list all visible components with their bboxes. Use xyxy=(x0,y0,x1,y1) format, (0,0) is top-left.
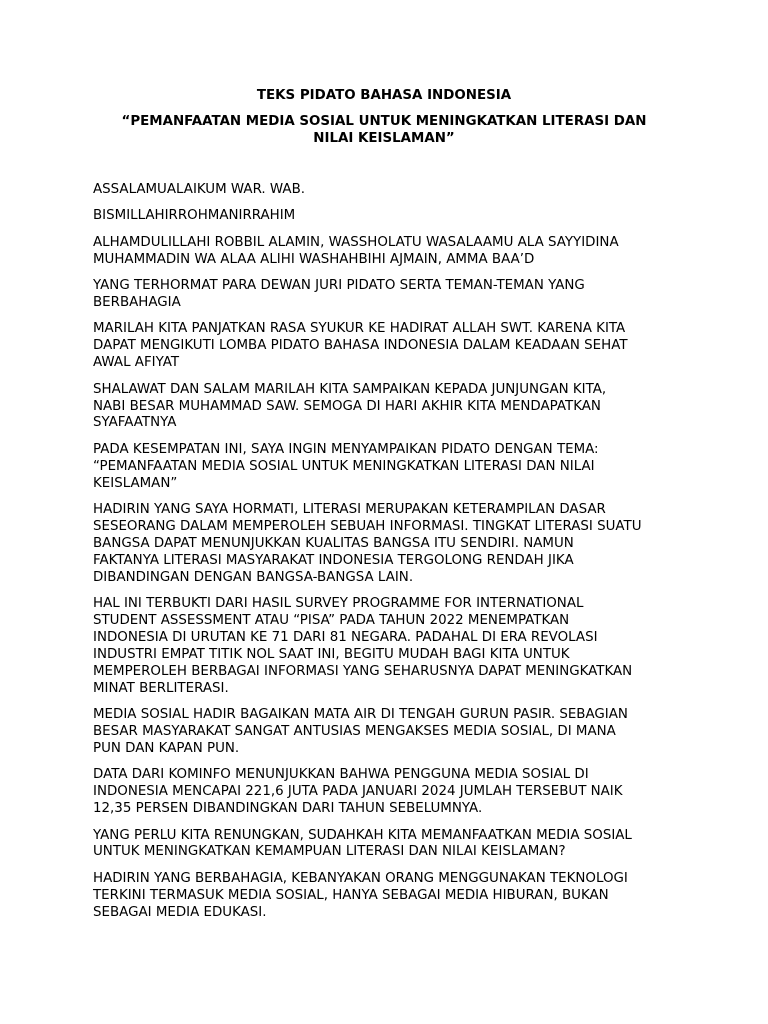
paragraph: HADIRIN YANG BERBAHAGIA, KEBANYAKAN ORANG MENGGUNAKAN TEKNOLOGI TERKINI TERMASUK MEDIA SOSIAL, HANYA SEBAGAI MEDIA HIBURAN, BUKAN SEBAGAI MEDIA EDUKASI. xyxy=(93,870,628,920)
paragraph: MARILAH KITA PANJATKAN RASA SYUKUR KE HADIRAT ALLAH SWT. KARENA KITA DAPAT MENGIKUTI LOMBA PIDATO BAHASA INDONESIA DALAM KEADAAN SEHAT AWAL AFIYAT xyxy=(93,321,628,371)
paragraph: ASSALAMUALAIKUM WAR. WAB. xyxy=(93,182,306,197)
paragraph: HADIRIN YANG SAYA HORMATI, LITERASI MERUPAKAN KETERAMPILAN DASAR SESEORANG DALAM MEMPEROLEH SEBUAH INFORMASI. TINGKAT LITERASI SUATU BANGSA DAPAT MENUNJUKKAN KUALITAS BANGSA ITU SENDIRI. NAMUN FAKTANYA LITERASI MASYARAKAT INDONESIA TERGOLONG RENDAH JIKA DIBANDINGAN DENGAN BANGSA-BANGSA LAIN. xyxy=(93,502,642,585)
document-subtitle xyxy=(93,113,675,147)
document-title: TEKS PIDATO BAHASA INDONESIA xyxy=(256,88,512,103)
paragraph: PADA KESEMPATAN INI, SAYA INGIN MENYAMPAIKAN PIDATO DENGAN TEMA: “PEMANFAATAN MEDIA SOSIAL UNTUK MENINGKATKAN LITERASI DAN NILAI KEISLAMAN” xyxy=(93,441,599,491)
subtitle-text: “PEMANFAATAN MEDIA SOSIAL UNTUK MENINGKATKAN LITERASI DAN NILAI KEISLAMAN” xyxy=(121,114,647,146)
paragraph: MEDIA SOSIAL HADIR BAGAIKAN MATA AIR DI TENGAH GURUN PASIR. SEBAGIAN BESAR MASYARAKAT SANGAT ANTUSIAS MENGAKSES MEDIA SOSIAL, DI MANA PUN DAN KAPAN PUN. xyxy=(93,707,628,756)
paragraph: DATA DARI KOMINFO MENUNJUKKAN BAHWA PENGGUNA MEDIA SOSIAL DI INDONESIA MENCAPAI 221,6 JUTA PADA JANUARI 2024 JUMLAH TERSEBUT NAIK 12,35 PERSEN DIBANDINGKAN DARI TAHUN SEBELUMNYA. xyxy=(93,767,623,817)
paragraph: ALHAMDULILLAHI ROBBIL ALAMIN, WASSHOLATU WASALAAMU ALA SAYYIDINA MUHAMMADIN WA ALAA ALIHI WASHAHBIHI AJMAIN, AMMA BAA’D xyxy=(93,234,619,267)
speech-body xyxy=(93,182,683,931)
paragraph: HAL INI TERBUKTI DARI HASIL SURVEY PROGRAMME FOR INTERNATIONAL STUDENT ASSESSMENT ATAU “PISA” PADA TAHUN 2022 MENEMPATKAN INDONESIA DI URUTAN KE 71 DARI 81 NEGARA. PADAHAL DI ERA REVOLASI INDUSTRI EMPAT TITIK NOL SAAT INI, BEGITU MUDAH BAGI KITA UNTUK MEMPEROLEH BERBAGAI INFORMASI YANG SEHARUSNYA DAPAT MENINGKATKAN MINAT BERLITERASI. xyxy=(93,596,633,696)
paragraph: BISMILLAHIRROHMANIRRAHIM xyxy=(93,208,296,224)
paragraph: SHALAWAT DAN SALAM MARILAH KITA SAMPAIKAN KEPADA JUNJUNGAN KITA, NABI BESAR MUHAMMAD SAW. SEMOGA DI HARI AKHIR KITA MENDAPATKAN SYAFAATNYA xyxy=(93,381,607,431)
paragraph: YANG TERHORMAT PARA DEWAN JURI PIDATO SERTA TEMAN-TEMAN YANG BERBAHAGIA xyxy=(93,278,585,311)
paragraph: YANG PERLU KITA RENUNGKAN, SUDAHKAH KITA MEMANFAATKAN MEDIA SOSIAL UNTUK MENINGKATKAN KEMAMPUAN LITERASI DAN NILAI KEISLAMAN? xyxy=(93,827,632,860)
